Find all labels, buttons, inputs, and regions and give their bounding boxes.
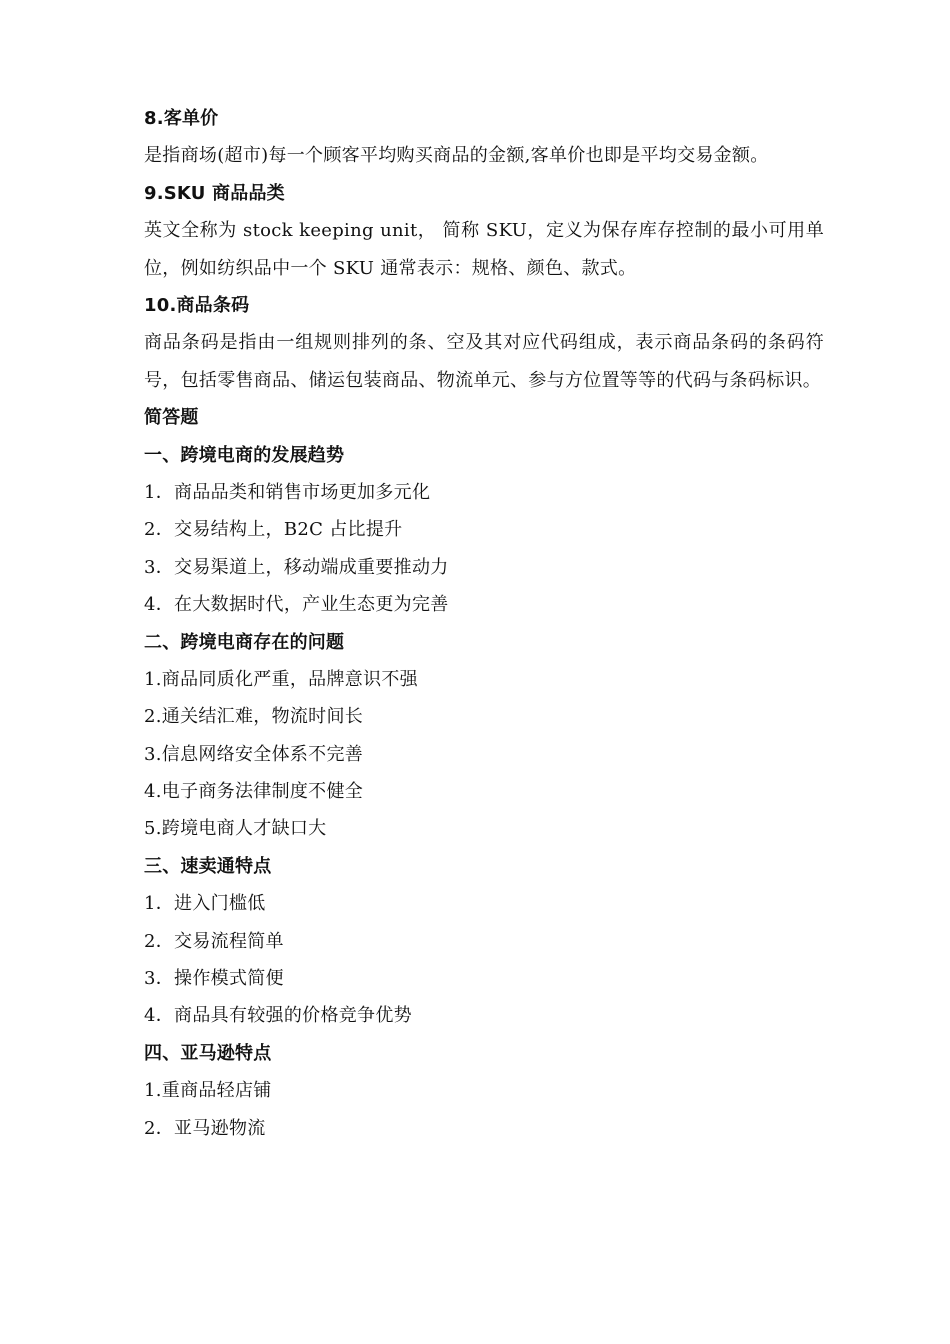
- question-heading-aliexpress: 三、速卖通特点: [144, 855, 272, 877]
- list-item: 4．在大数据时代，产业生态更为完善: [144, 594, 449, 616]
- list-item: 1．商品品类和销售市场更加多元化: [144, 481, 431, 503]
- list-item: 2．交易结构上，B2C 占比提升: [144, 519, 403, 541]
- short-answer-title: 简答题: [144, 407, 199, 429]
- list-item: 5.跨境电商人才缺口大: [144, 818, 327, 840]
- list-item: 2．交易流程简单: [144, 930, 284, 952]
- list-item: 2．亚马逊物流: [144, 1117, 266, 1139]
- section-body-customer-unit-price: 是指商场(超市)每一个顾客平均购买商品的金额,客单价也即是平均交易金额。: [144, 145, 769, 167]
- list-item: 3.信息网络安全体系不完善: [144, 743, 364, 765]
- question-heading-trends: 一、跨境电商的发展趋势: [144, 444, 345, 466]
- list-item: 4.电子商务法律制度不健全: [144, 781, 364, 803]
- list-item: 3．交易渠道上，移动端成重要推动力: [144, 556, 449, 578]
- question-heading-amazon: 四、亚马逊特点: [144, 1042, 272, 1064]
- document-content: [144, 100, 824, 1147]
- list-item: 2.通关结汇难，物流时间长: [144, 706, 364, 728]
- list-item: 4．商品具有较强的价格竞争优势: [144, 1005, 412, 1027]
- section-heading-barcode: 10.商品条码: [144, 294, 250, 316]
- section-body-barcode: 商品条码是指由一组规则排列的条、空及其对应代码组成，表示商品条码的条码符号，包括零售商品、储运包装商品、物流单元、参与方位置等等的代码与条码标识。: [144, 332, 824, 391]
- question-heading-problems: 二、跨境电商存在的问题: [144, 631, 345, 653]
- list-item: 1.重商品轻店铺: [144, 1080, 272, 1102]
- section-heading-customer-unit-price: 8.客单价: [144, 108, 219, 129]
- list-item: 1．进入门槛低: [144, 893, 266, 915]
- section-body-sku: 英文全称为 stock keeping unit， 简称 SKU，定义为保存库存控制的最小可用单位，例如纺织品中一个 SKU 通常表示：规格、颜色、款式。: [144, 220, 824, 279]
- section-heading-sku: 9.SKU 商品品类: [144, 182, 285, 204]
- list-item: 3．操作模式简便: [144, 968, 284, 990]
- list-item: 1.商品同质化严重，品牌意识不强: [144, 668, 418, 690]
